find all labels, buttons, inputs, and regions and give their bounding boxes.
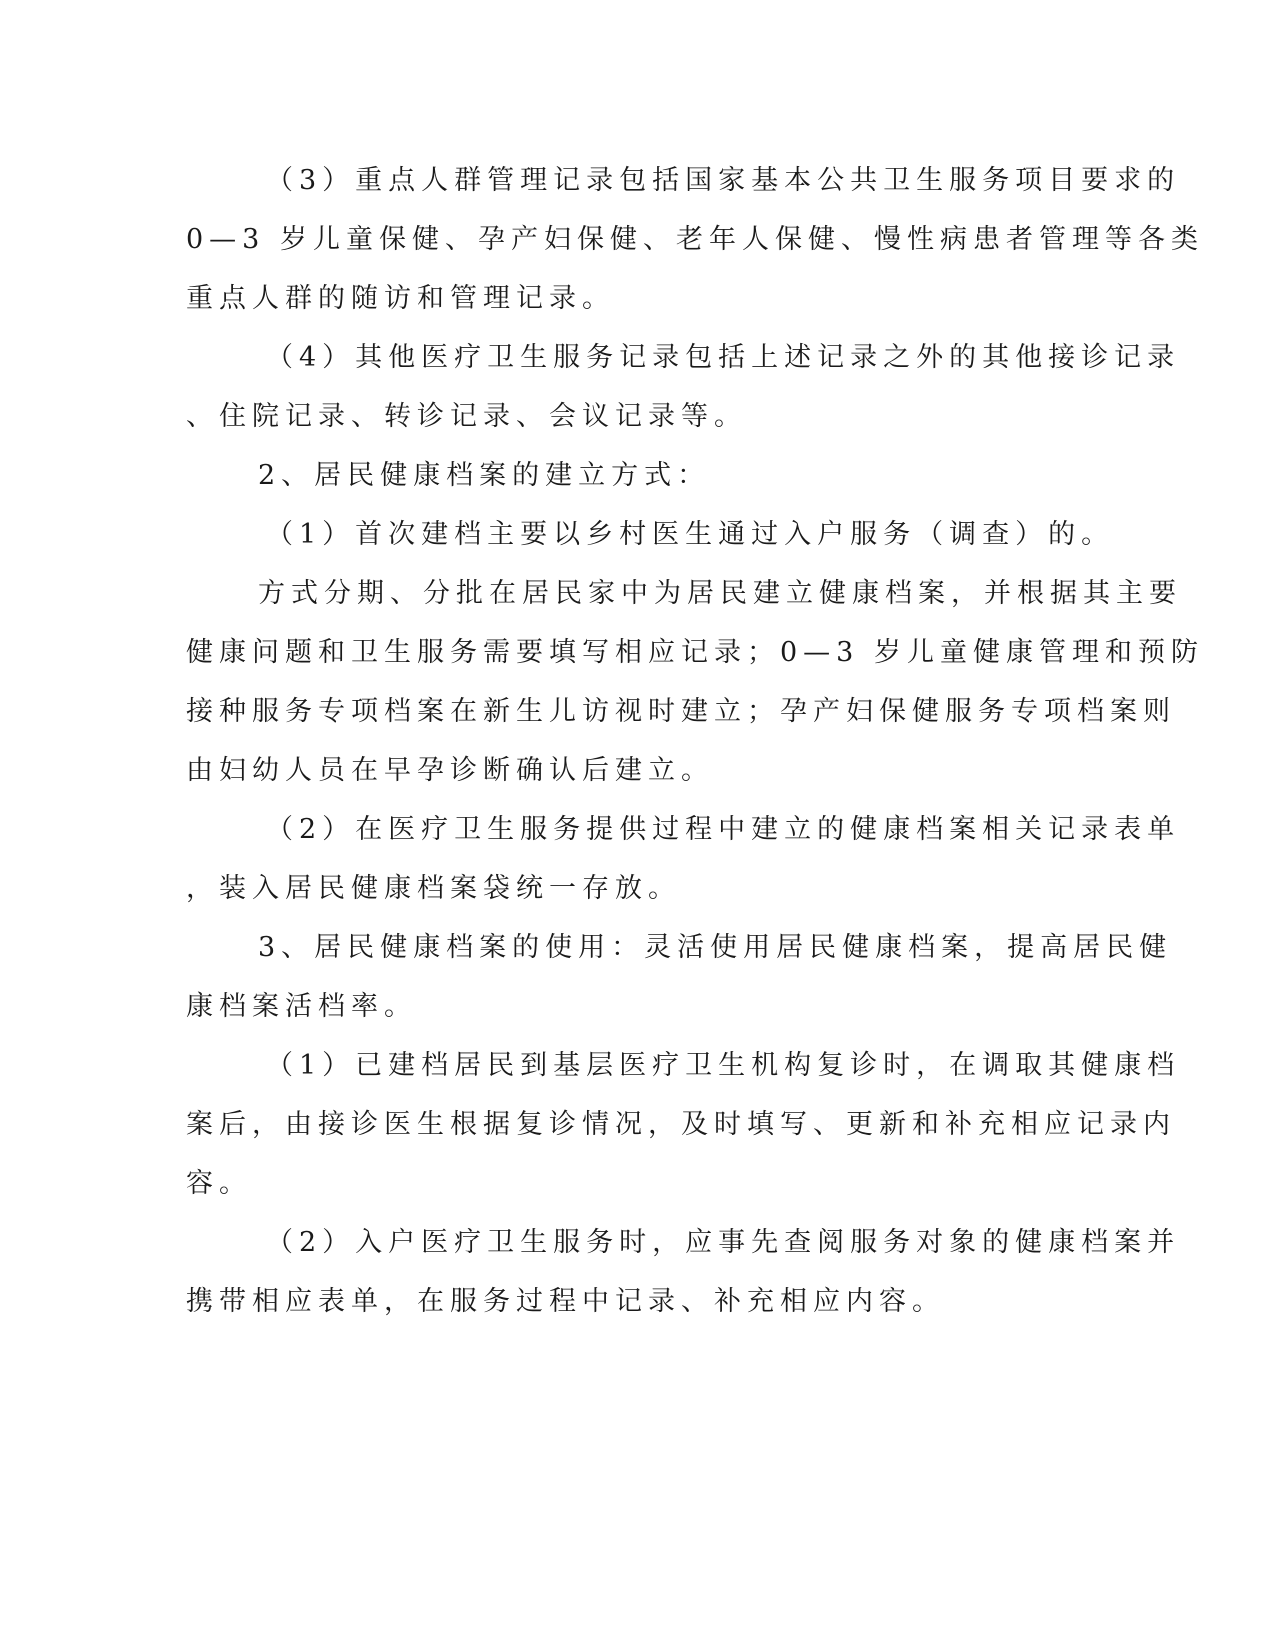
text-line: 、住院记录、转诊记录、会议记录等。 <box>186 401 747 432</box>
text-line: （1）首次建档主要以乡村医生通过入户服务（调查）的。 <box>266 519 1115 550</box>
text-line: 0—3 岁儿童保健、孕产妇保健、老年人保健、慢性病患者管理等各类 <box>186 224 1204 255</box>
text-line: （3）重点人群管理记录包括国家基本公共卫生服务项目要求的 <box>266 165 1181 196</box>
section-heading: 2、居民健康档案的建立方式： <box>258 460 711 491</box>
text-line: （1）已建档居民到基层医疗卫生机构复诊时，在调取其健康档 <box>266 1050 1181 1081</box>
text-line: 容。 <box>186 1168 252 1199</box>
text-line: 重点人群的随访和管理记录。 <box>186 283 615 314</box>
section-heading: 3、居民健康档案的使用：灵活使用居民健康档案，提高居民健 <box>258 932 1173 963</box>
text-line: （2）在医疗卫生服务提供过程中建立的健康档案相关记录表单 <box>266 814 1181 845</box>
text-line: 康档案活档率。 <box>186 991 417 1022</box>
text-line: ，装入居民健康档案袋统一存放。 <box>186 873 681 904</box>
text-line: 由妇幼人员在早孕诊断确认后建立。 <box>186 755 714 786</box>
text-line: 健康问题和卫生服务需要填写相应记录；0—3 岁儿童健康管理和预防 <box>186 637 1204 668</box>
text-line: （4）其他医疗卫生服务记录包括上述记录之外的其他接诊记录 <box>266 342 1181 373</box>
text-line: 携带相应表单，在服务过程中记录、补充相应内容。 <box>186 1286 945 1317</box>
text-line: （2）入户医疗卫生服务时，应事先查阅服务对象的健康档案并 <box>266 1227 1181 1258</box>
text-line: 方式分期、分批在居民家中为居民建立健康档案，并根据其主要 <box>258 578 1182 609</box>
text-line: 接种服务专项档案在新生儿访视时建立；孕产妇保健服务专项档案则 <box>186 696 1176 727</box>
text-line: 案后，由接诊医生根据复诊情况，及时填写、更新和补充相应记录内 <box>186 1109 1176 1140</box>
